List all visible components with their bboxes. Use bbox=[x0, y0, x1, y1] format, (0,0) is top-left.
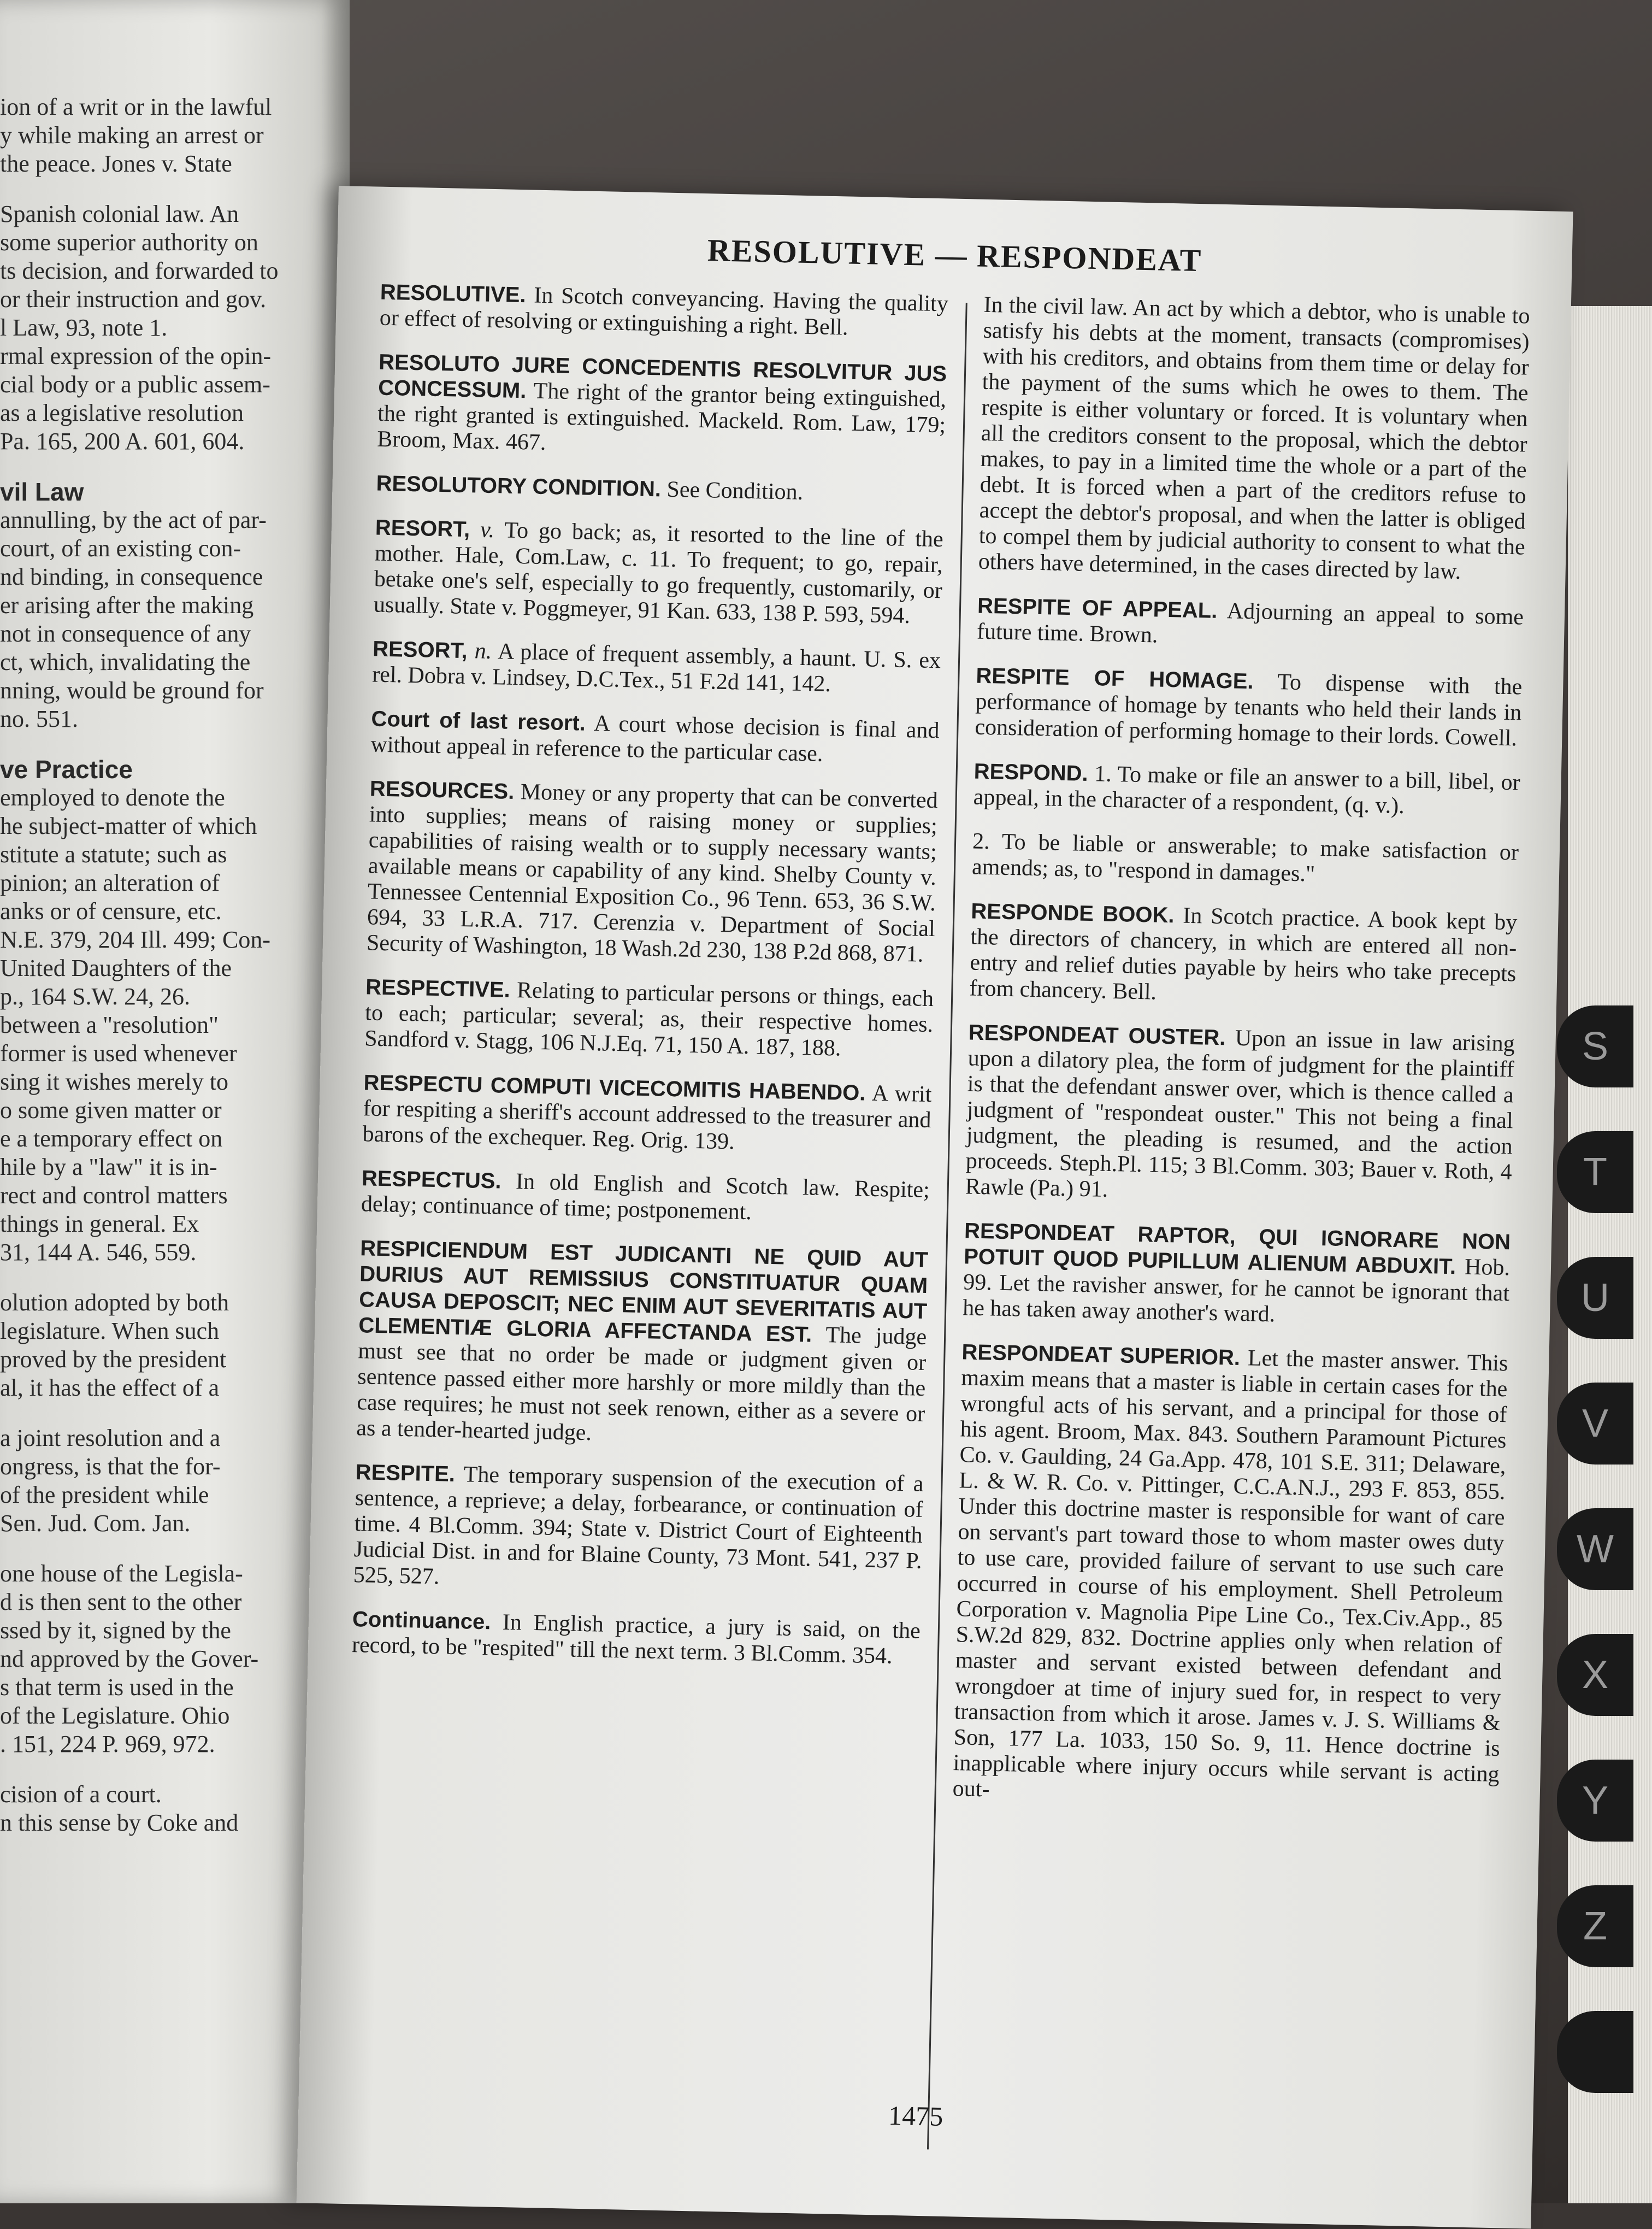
entry-part-of-speech: n. bbox=[474, 638, 492, 664]
left-page-line: p., 164 S.W. 24, 26. bbox=[0, 983, 190, 1010]
left-page-line: a joint resolution and a bbox=[0, 1425, 221, 1451]
dictionary-entry bbox=[353, 1460, 924, 1600]
line-gap bbox=[0, 1538, 350, 1560]
dictionary-entry bbox=[965, 1020, 1515, 1211]
entry-definition: In the civil law. An act by which a debtor, who is unable to satisfy his debts at the moment, transacts (compromises) with his creditors, and obtains from them time or delay for the payment of the sums which he owes to them. The respite is either voluntary or forced. It is voluntary when all the creditors consent to the proposal, which the debtor makes, to pay in a limited time the whole or a part of the debt. It is forced when a part of the creditors refuse to accept the debtor's proposal, and when the latter is obliged to compel them by judicial authority to consent to what the others have determined, in the cases directed by law. bbox=[978, 292, 1530, 585]
left-column bbox=[351, 280, 948, 1689]
thumb-tab[interactable]: W bbox=[1557, 1508, 1633, 1590]
left-page-line: ongress, is that the for- bbox=[0, 1453, 221, 1480]
left-page-line: Sen. Jud. Com. Jan. bbox=[0, 1510, 191, 1537]
dictionary-entry bbox=[372, 636, 941, 699]
left-page-line: Pa. 165, 200 A. 601, 604. bbox=[0, 428, 245, 455]
left-page-line: n this sense by Coke and bbox=[0, 1809, 239, 1836]
left-page-line: of the president while bbox=[0, 1481, 209, 1508]
thumb-tab[interactable]: T bbox=[1557, 1131, 1633, 1213]
left-page-line: nd approved by the Gover- bbox=[0, 1645, 259, 1672]
entry-headword: RESPONDEAT RAPTOR, QUI IGNORARE NON POTUIT QUOD PUPILLUM ALIENUM ABDUXIT. bbox=[963, 1219, 1511, 1279]
entry-definition: Upon an issue in law arising upon a dilatory plea, the form of judgment for the plaintiff is that the defendant answer over, which is thence called a judgment of "respondeat ouster." This not being a final judgment, the pleading is resumed, and the action proceeds. Steph.Pl. 115; 3 Bl.Comm. 303; Bauer v. Roth, 4 Rawle (Pa.) 91. bbox=[965, 1025, 1515, 1202]
left-page-line: between a "resolution" bbox=[0, 1011, 219, 1038]
thumb-tab[interactable]: Y bbox=[1557, 1760, 1633, 1842]
thumb-tab[interactable]: U bbox=[1557, 1257, 1633, 1339]
dictionary-entry bbox=[377, 350, 947, 464]
left-page-line: o some given matter or bbox=[0, 1097, 222, 1124]
left-page-line: annulling, by the act of par- bbox=[0, 507, 267, 533]
left-page-line: l Law, 93, note 1. bbox=[0, 314, 168, 341]
entry-headword: RESOLUTORY CONDITION. bbox=[376, 471, 662, 502]
left-page-line: ve Practice bbox=[0, 755, 133, 784]
entry-headword: RESPONDEAT OUSTER. bbox=[968, 1020, 1226, 1050]
dictionary-entry bbox=[352, 1607, 921, 1670]
dictionary-entry bbox=[364, 974, 934, 1063]
running-head: RESOLUTIVE — RESPONDEAT bbox=[707, 232, 1202, 279]
left-page-line: proved by the president bbox=[0, 1346, 227, 1373]
entry-definition: Relating to particular persons or things, each to each; particular; several; as, their respective homes. Sandford v. Stagg, 106 N.J.Eq. 71, 150 A. 187, 188. bbox=[364, 978, 934, 1061]
entry-definition: In Scotch practice. A book kept by the directors of chancery, in which are entered all non-entry and relief duties payable by heirs who take precepts from chancery. Bell. bbox=[969, 903, 1518, 1005]
entry-headword: RESPECTU COMPUTI VICECOMITIS HABENDO. bbox=[363, 1071, 866, 1105]
entry-headword: Continuance. bbox=[352, 1607, 491, 1634]
page-number: 1475 bbox=[888, 2099, 943, 2132]
entry-headword: RESOLUTO JURE CONCEDENTIS RESOLVITUR JUS CONCESSUM. bbox=[377, 350, 947, 403]
thumb-tab[interactable]: V bbox=[1557, 1383, 1633, 1465]
left-page-line: Spanish colonial law. An bbox=[0, 201, 239, 227]
entry-definition: The judge must see that no order be made or judgment given or sentence passed either more harshly or more mildly than the case requires; he must not seek renown, either as a severe or as a tender-hearted judge. bbox=[356, 1322, 927, 1446]
left-page-line: not in consequence of any bbox=[0, 620, 251, 647]
left-page-line: stitute a statute; such as bbox=[0, 841, 227, 868]
dictionary-entry bbox=[373, 515, 943, 630]
left-page-line: s that term is used in the bbox=[0, 1674, 234, 1701]
entry-definition: Hob. 99. Let the ravisher answer, for he cannot be ignorant that he has taken away another's ward. bbox=[962, 1254, 1511, 1327]
line-gap bbox=[0, 1267, 350, 1289]
dictionary-entry bbox=[973, 759, 1520, 822]
left-page-line: hile by a "law" it is in- bbox=[0, 1154, 217, 1180]
entry-definition: The right of the grantor being extinguished, the right granted is extinguished. Mackeld. Rom. Law, 179; Broom, Max. 467. bbox=[376, 378, 947, 456]
left-page-line: legislature. When such bbox=[0, 1318, 220, 1344]
left-page-line: sing it wishes merely to bbox=[0, 1068, 228, 1095]
left-page-line: no. 551. bbox=[0, 705, 78, 732]
entry-headword: RESOURCES. bbox=[369, 777, 515, 804]
dictionary-entry bbox=[978, 292, 1530, 586]
left-page-line: former is used whenever bbox=[0, 1040, 237, 1067]
left-page-line: he subject-matter of which bbox=[0, 813, 257, 839]
entry-definition: See Condition. bbox=[666, 477, 804, 505]
thumb-tab[interactable]: Z bbox=[1557, 1885, 1633, 1967]
entry-definition: In old English and Scotch law. Respite; delay; continuance of time; postponement. bbox=[361, 1169, 930, 1225]
left-page-line: ct, which, invalidating the bbox=[0, 649, 251, 675]
left-page-line: N.E. 379, 204 Ill. 499; Con- bbox=[0, 926, 270, 953]
left-page-line: anks or of censure, etc. bbox=[0, 898, 222, 925]
entry-headword: RESORT, bbox=[372, 637, 468, 663]
dictionary-entry bbox=[356, 1236, 929, 1453]
dictionary-entry bbox=[963, 1218, 1511, 1332]
dictionary-entry bbox=[952, 1339, 1508, 1813]
dictionary-entry bbox=[379, 280, 948, 343]
dictionary-entry bbox=[975, 663, 1523, 752]
entry-definition: Let the master answer. This maxim means that a master is liable in certain cases for the wrongful acts of his servant, and a principal for those of his agent. Broom, Max. 843. Southern Paramount Pictures Co. v. Gaulding, 24 Ga.App. 478, 101 S.E. 311; Delaware, L. & W. R. Co. v. Pittinger, C.C.A.N.J., 293 F. 853, 855. Under this doctrine master is responsible for want of care on servant's part toward those to whom master owes duty to use care, provided failure of servant to use such care occurred in course of his employment. Shell Petroleum Corporation v. Magnolia Pipe Line Co., Tex.Civ.App., 85 S.W.2d 829, 832. Doctrine applies only when relation of master and servant existed between defendant and wrongdoer at time of injury sued for, in respect to very transaction from which it arose. James v. J. S. Williams & Son, 177 La. 1033, 150 So. 9, 11. Hence doctrine is inapplicable where injury occurs while servant is acting out- bbox=[952, 1345, 1508, 1802]
left-page-line: 31, 144 A. 546, 559. bbox=[0, 1239, 197, 1266]
left-page-line: er arising after the making bbox=[0, 592, 254, 619]
right-column bbox=[952, 292, 1530, 1832]
left-page-line: . 151, 224 P. 969, 972. bbox=[0, 1731, 215, 1757]
thumb-tab[interactable] bbox=[1557, 2011, 1633, 2093]
left-page-line: e a temporary effect on bbox=[0, 1125, 223, 1152]
left-page-line: nd binding, in consequence bbox=[0, 563, 263, 590]
left-page-line: pinion; an alteration of bbox=[0, 869, 220, 896]
entry-headword: RESPECTIVE. bbox=[365, 975, 511, 1002]
entry-headword: Court of last resort. bbox=[371, 707, 586, 736]
entry-headword: RESOLUTIVE. bbox=[380, 280, 527, 308]
dictionary-entry bbox=[362, 1070, 932, 1159]
left-page bbox=[0, 0, 350, 2203]
left-page-line: things in general. Ex bbox=[0, 1210, 199, 1237]
entry-headword: RESPITE OF APPEAL. bbox=[977, 593, 1218, 623]
entry-headword: RESPICIENDUM EST JUDICANTI NE QUID AUT DURIUS AUT REMISSIUS CONSTITUATUR QUAM CAUSA DEPOSCIT; NEC ENIM AUT SEVERITATIS AUT CLEMENTIÆ GLORIA AFFECTANDA EST. bbox=[358, 1236, 929, 1347]
entry-headword: RESPONDE BOOK. bbox=[970, 899, 1175, 928]
left-page-line: as a legislative resolution bbox=[0, 399, 244, 426]
entry-part-of-speech: v. bbox=[480, 517, 495, 543]
dictionary-entry bbox=[361, 1166, 930, 1229]
line-gap bbox=[0, 178, 350, 200]
left-page-line: y while making an arrest or bbox=[0, 122, 264, 149]
left-page-line: employed to denote the bbox=[0, 784, 225, 811]
thumb-tab[interactable]: S bbox=[1557, 1005, 1633, 1087]
left-page-line: vil Law bbox=[0, 478, 84, 506]
left-page-line: one house of the Legisla- bbox=[0, 1560, 243, 1587]
line-gap bbox=[0, 733, 350, 755]
entry-definition: To go back; as, it resorted to the line of the mother. Hale, Com.Law, c. 11. To frequent; to go, repair, betake one's self, especially to go frequently, customarily, or usually. State v. Poggmeyer, 91 Kan. 633, 138 P. 593, 594. bbox=[373, 517, 944, 629]
entry-headword: RESORT, bbox=[375, 515, 470, 542]
left-page-text bbox=[0, 93, 350, 1837]
entry-definition: A place of frequent assembly, a haunt. U. S. ex rel. Dobra v. Lindsey, D.C.Tex., 51 F.2d 141, 142. bbox=[371, 639, 941, 697]
left-page-line: ssed by it, signed by the bbox=[0, 1617, 231, 1644]
thumb-tab[interactable]: X bbox=[1557, 1634, 1633, 1716]
entry-headword: RESPITE OF HOMAGE. bbox=[976, 663, 1254, 694]
left-page-line: court, of an existing con- bbox=[0, 535, 241, 562]
entry-definition: The temporary suspension of the execution of a sentence, a reprieve; a delay, forbearance, or continuation of time. 4 Bl.Comm. 394; State v. District Court of Eighteenth Judicial Dist. in and for Blaine County, 73 Mont. 541, 237 P. 525, 527. bbox=[353, 1462, 924, 1590]
entry-definition: A writ for respiting a sheriff's account addressed to the treasurer and barons of the exchequer. Reg. Orig. 139. bbox=[362, 1080, 932, 1155]
left-page-line: ts decision, and forwarded to bbox=[0, 257, 279, 284]
entry-definition: In Scotch conveyancing. Having the quality or effect of resolving or extinguishing a right. Bell. bbox=[379, 283, 949, 340]
left-page-line: the peace. Jones v. State bbox=[0, 150, 232, 177]
left-page-line: or their instruction and gov. bbox=[0, 286, 267, 313]
line-gap bbox=[0, 456, 350, 478]
entry-headword: RESPOND. bbox=[974, 759, 1089, 786]
dictionary-entry bbox=[376, 471, 945, 509]
entry-headword: RESPONDEAT SUPERIOR. bbox=[961, 1340, 1241, 1371]
left-page-line: ion of a writ or in the lawful bbox=[0, 93, 272, 120]
entry-definition: Adjourning an appeal to some future time. Brown. bbox=[976, 598, 1524, 648]
entry-definition: To dispense with the performance of homage by tenants who held their lands in consideration of performing homage to their lords. Cowell. bbox=[975, 669, 1523, 751]
left-page-line: nning, would be ground for bbox=[0, 677, 264, 704]
line-gap bbox=[0, 1759, 350, 1780]
left-page-line: cision of a court. bbox=[0, 1781, 162, 1808]
left-page-line: olution adopted by both bbox=[0, 1289, 229, 1316]
left-page-line: some superior authority on bbox=[0, 229, 258, 256]
right-page bbox=[297, 186, 1573, 2229]
entry-headword: RESPECTUS. bbox=[361, 1166, 502, 1193]
entry-definition: 1. To make or file an answer to a bill, libel, or appeal, in the character of a respondent, (q. v.). bbox=[973, 761, 1521, 819]
entry-definition: 2. To be liable or answerable; to make satisfaction or amends; as, to "respond in damages." bbox=[971, 828, 1519, 887]
entry-definition: A court whose decision is final and without appeal in reference to the particular case. bbox=[370, 711, 940, 767]
left-page-line: rmal expression of the opin- bbox=[0, 343, 272, 369]
left-page-line: United Daughters of the bbox=[0, 955, 232, 981]
dictionary-entry bbox=[969, 899, 1518, 1013]
entry-definition: In English practice, a jury is said, on the record, to be "respited" till the next term. 3 Bl.Comm. 354. bbox=[351, 1609, 921, 1669]
left-page-line: cial body or a public assem- bbox=[0, 371, 270, 398]
dictionary-entry bbox=[972, 829, 1519, 892]
left-page-line: of the Legislature. Ohio bbox=[0, 1702, 230, 1729]
left-page-line: d is then sent to the other bbox=[0, 1589, 242, 1615]
entry-definition: Money or any property that can be converted into supplies; means of raising money or supplies; capabilities of raising wealth or to supply necessary wants; available means or capability of any kind. Shelby County v. Tennessee Centennial Exposition Co., 96 Tenn. 653, 36 S.W. 694, 33 L.R.A. 717. Cerenzia v. Department of Social Security of Washington, 18 Wash.2d 230, 138 P.2d 868, 871. bbox=[366, 779, 939, 967]
left-page-line: rect and control matters bbox=[0, 1182, 228, 1209]
dictionary-entry bbox=[370, 706, 940, 769]
entry-headword: RESPITE. bbox=[355, 1460, 456, 1486]
dictionary-entry bbox=[366, 776, 938, 968]
line-gap bbox=[0, 1402, 350, 1424]
thumb-index-tabs bbox=[1546, 984, 1652, 2203]
left-page-line: al, it has the effect of a bbox=[0, 1374, 220, 1401]
dictionary-entry bbox=[977, 593, 1524, 656]
